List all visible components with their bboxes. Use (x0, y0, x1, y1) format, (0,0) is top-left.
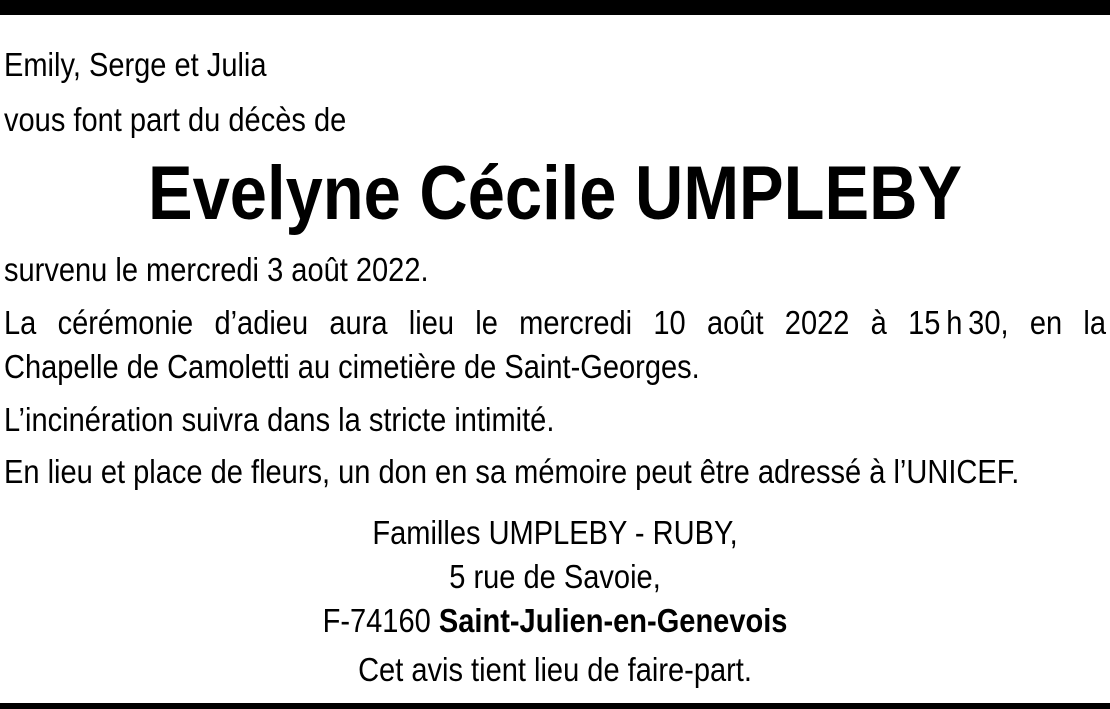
donation-line: En lieu et place de fleurs, un don en sa mémoire peut être adressé à l’UNICEF. (4, 453, 1020, 490)
closing-line: Cet avis tient lieu de faire-part. (358, 651, 752, 688)
ceremony-line-2: Chapelle de Camoletti au cimetière de Saint-Georges. (4, 348, 700, 385)
city-name: Saint-Julien-en-Genevois (438, 602, 788, 639)
notice-text-block (4, 43, 1106, 692)
announcement-line: vous font part du décès de (4, 101, 347, 138)
announcers-line: Emily, Serge et Julia (4, 46, 267, 83)
top-rule (0, 0, 1110, 15)
notice-content (0, 43, 1110, 692)
postal-city-line (4, 599, 1106, 643)
cremation-line: L’incinération suivra dans la stricte intimité. (4, 401, 555, 438)
death-date-line: survenu le mercredi 3 août 2022. (4, 251, 429, 288)
deceased-name: Evelyne Cécile UMPLEBY (148, 151, 963, 236)
families-line: Familles UMPLEBY - RUBY, (372, 514, 738, 551)
postal-code: F-74160 (322, 602, 431, 639)
bottom-rule (0, 703, 1110, 709)
street-line: 5 rue de Savoie, (449, 558, 661, 595)
ceremony-line-1: La cérémonie d’adieu aura lieu le mercredi 10 août 2022 à 15 h 30, en la (4, 304, 1107, 341)
families-address-block (4, 511, 1106, 643)
